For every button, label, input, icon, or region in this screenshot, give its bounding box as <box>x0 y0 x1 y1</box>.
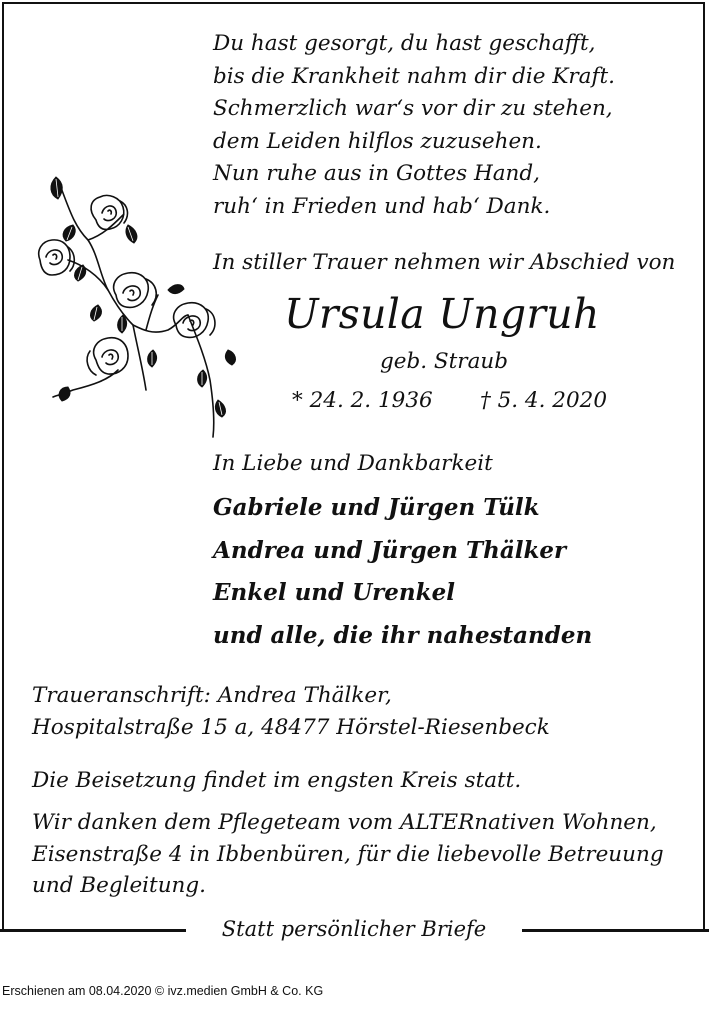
birth-date: * 24. 2. 1936 <box>292 388 433 413</box>
mourning-address <box>32 680 550 744</box>
footer-rule-left <box>0 929 186 932</box>
death-date: † 5. 4. 2020 <box>480 388 607 413</box>
maiden-name: geb. Straub <box>380 349 508 374</box>
footer-rule-right <box>522 929 709 932</box>
address-line: Traueranschrift: Andrea Thälker, <box>32 683 392 708</box>
deceased-name: Ursula Ungruh <box>284 290 600 338</box>
poem-line: dem Leiden hilflos zuzusehen. <box>213 128 542 154</box>
mourner-entry: Enkel und Urenkel <box>213 579 455 606</box>
thanks-line: Eisenstraße 4 in Ibbenbüren, für die liebevolle Betreuung <box>32 841 664 867</box>
thanks-line: Wir danken dem Pflegeteam vom ALTERnativen Wohnen, <box>32 810 657 835</box>
roses-icon <box>28 165 240 440</box>
thanks-line: und Begleitung. <box>32 873 206 898</box>
poem-line: Nun ruhe aus in Gottes Hand, <box>213 161 540 187</box>
publication-credit: Erschienen am 08.04.2020 © ivz.medien GmbH & Co. KG <box>2 984 324 998</box>
thanks-note <box>32 807 664 902</box>
footer-note: Statt persönlicher Briefe <box>221 917 487 941</box>
poem-line: Schmerzlich war‘s vor dir zu stehen, <box>213 96 613 122</box>
mourner-entry: Andrea und Jürgen Thälker <box>213 536 567 564</box>
poem-line: bis die Krankheit nahm dir die Kraft. <box>213 63 615 89</box>
mourners-list <box>213 487 592 657</box>
poem-line: ruh‘ in Frieden und hab‘ Dank. <box>213 193 551 219</box>
mourner-entry: Gabriele und Jürgen Tülk <box>213 494 540 521</box>
farewell-line: In stiller Trauer nehmen wir Abschied von <box>213 250 676 275</box>
burial-note: Die Beisetzung findet im engsten Kreis statt. <box>32 768 522 793</box>
poem <box>213 28 615 224</box>
gratitude-line: In Liebe und Dankbarkeit <box>213 451 493 476</box>
mourner-entry: und alle, die ihr nahestanden <box>213 621 593 649</box>
address-line: Hospitalstraße 15 a, 48477 Hörstel-Riesenbeck <box>32 715 550 740</box>
poem-line: Du hast gesorgt, du hast geschafft, <box>213 31 596 56</box>
